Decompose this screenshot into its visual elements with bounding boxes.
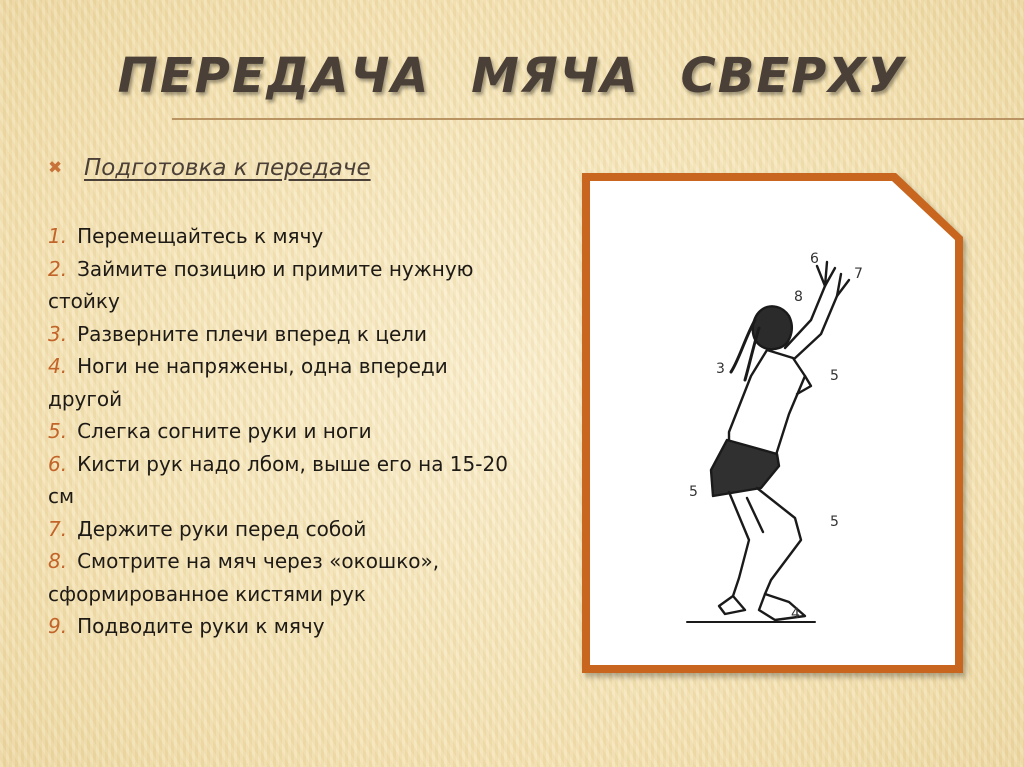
figure-label: 6: [810, 251, 819, 267]
figure-label: 3: [716, 361, 725, 377]
figure-label: 7: [854, 266, 863, 282]
step-item: [48, 253, 528, 318]
illustration-frame: [579, 170, 966, 676]
step-number: 7.: [48, 516, 68, 541]
figure-label: 4: [791, 606, 800, 622]
step-item: [48, 318, 528, 351]
steps-list: [48, 220, 528, 643]
step-text: Слегка согните руки и ноги: [77, 419, 372, 443]
figure-label: 5: [830, 368, 839, 384]
step-item: [48, 610, 528, 643]
step-text: Ноги не напряжены, одна впереди другой: [48, 354, 448, 411]
step-text: Подводите руки к мячу: [77, 614, 325, 638]
step-text: Займите позицию и примите нужную стойку: [48, 256, 474, 313]
step-number: 2.: [48, 256, 68, 281]
figure-label: 8: [794, 289, 803, 305]
title-divider: [172, 118, 1024, 120]
step-item: [48, 220, 528, 253]
step-item: [48, 448, 528, 513]
figure-label: 5: [830, 514, 839, 530]
step-number: 6.: [48, 451, 68, 476]
step-number: 9.: [48, 614, 68, 638]
step-number: 8.: [48, 549, 68, 573]
step-number: 4.: [48, 354, 68, 378]
volleyball-player-illustration: [579, 170, 966, 676]
step-text: Держите руки перед собой: [77, 516, 367, 541]
step-text: Кисти рук надо лбом, выше его на 15-20 см: [48, 451, 508, 508]
step-item: [48, 545, 528, 610]
step-number: 5.: [48, 419, 68, 443]
step-item: [48, 415, 528, 448]
slide-title: ПЕРЕДАЧА МЯЧА СВЕРХУ: [117, 48, 907, 104]
subtitle: Подготовка к передаче: [84, 155, 371, 181]
figure-label: 5: [689, 484, 698, 500]
step-number: 1.: [48, 224, 68, 248]
subtitle-row: [48, 155, 371, 181]
step-text: Перемещайтесь к мячу: [77, 224, 324, 248]
step-item: [48, 513, 528, 546]
step-number: 3.: [48, 321, 68, 346]
step-item: [48, 350, 528, 415]
step-text: Смотрите на мяч через «окошко», сформированное кистями рук: [48, 549, 440, 606]
step-text: Разверните плечи вперед к цели: [77, 321, 428, 346]
x-bullet-icon: ✖: [48, 158, 63, 178]
